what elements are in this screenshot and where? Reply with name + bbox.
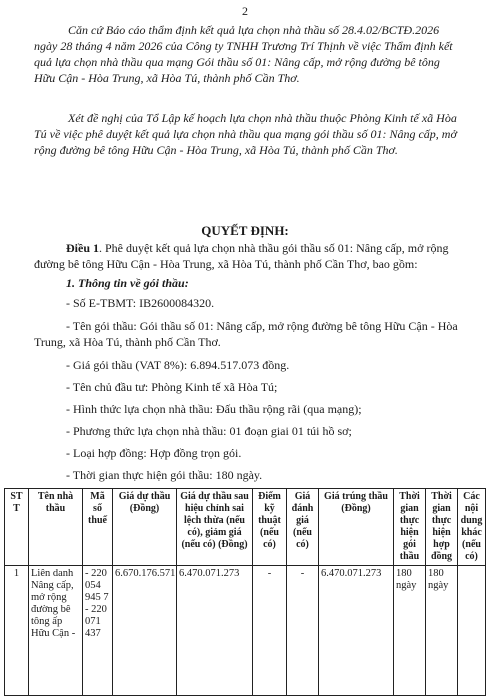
cell-noi-dung-khac [458,566,486,696]
table-header-row [5,489,486,566]
header-gia-trung-thau: Giá trúng thầu (Đồng) [319,489,394,566]
header-ten-nha-thau: Tên nhà thầu [29,489,83,566]
cell-diem-ky-thuat: - [253,566,287,696]
article-1 [34,240,462,272]
article-1-text: . Phê duyệt kết quả lựa chọn nhà thầu gói thầu số 01: Nâng cấp, mở rộng đường bê tông Hữu Cận - Hòa Trung, xã Hòa Tú, thành phố Cần Thơ, bao gồm: [34,241,449,271]
cell-ten-nha-thau: Liên danh Nâng cấp, mở rộng đường bê tông ấp Hữu Cận - [29,566,83,696]
section-1-item: - Số E-TBMT: IB2600084320. [66,296,215,310]
header-stt: ST T [5,489,29,566]
can-cu-paragraph: Căn cứ Báo cáo thẩm định kết quả lựa chọn nhà thầu số 28.4.02/BCTĐ.2026 ngày 28 tháng 4 năm 2026 của Công ty TNHH Trương Trí Thịnh về việc Thẩm định kết quả lựa chọn nhà thầu qua mạng Gói thầu số 01: Nâng cấp, mở rộng đường bê tông Hữu Cận - Hòa Trung, xã Hòa Tú, thành phố Cần Thơ. [34,23,453,85]
header-gia-du-thau: Giá dự thầu (Đồng) [113,489,177,566]
section-1-item: - Tên chủ đầu tư: Phòng Kinh tế xã Hòa Tú; [66,380,278,394]
section-1-item: - Hình thức lựa chọn nhà thầu: Đấu thầu rộng rãi (qua mạng); [66,402,362,416]
decision-title: QUYẾT ĐỊNH: [201,223,289,238]
section-1-item: - Loại hợp đồng: Hợp đồng trọn gói. [66,446,242,460]
header-ma-so-thue: Mã số thuế [83,489,113,566]
article-1-label: Điều 1 [66,241,99,255]
cell-ma-so-thue: - 220 054 945 7 - 220 071 437 [83,566,113,696]
section-1-item: - Phương thức lựa chọn nhà thầu: 01 đoạn giai 01 túi hồ sơ; [66,424,352,438]
winning-contractor-table [4,488,486,696]
xet-de-nghi-paragraph: Xét đề nghị của Tổ Lập kế hoạch lựa chọn nhà thầu thuộc Phòng Kinh tế xã Hòa Tú về việc phê duyệt kết quả lựa chọn nhà thầu qua mạng gói thầu số 01: Nâng cấp, mở rộng đường bê tông Hữu Cận - Hòa Trung, xã Hòa Tú, thành phố Cần Thơ. [34,111,457,157]
cell-gia-danh-gia: - [287,566,319,696]
section-1-heading: 1. Thông tin về gói thầu: [66,276,189,290]
table-row [5,566,486,696]
header-gia-hieu-chinh: Giá dự thầu sau hiệu chỉnh sai lệch thừa (nếu có), giảm giá (nếu có) (Đồng) [177,489,253,566]
header-tg-goi-thau: Thời gian thực hiện gói thầu [394,489,426,566]
section-1-item: - Thời gian thực hiện gói thầu: 180 ngày. [66,468,263,482]
cell-stt: 1 [5,566,29,696]
header-diem-ky-thuat: Điểm kỹ thuật (nếu có) [253,489,287,566]
section-1-item: - Tên gói thầu: Gói thầu số 01: Nâng cấp, mở rộng đường bê tông Hữu Cận - Hòa Trung, xã Hòa Tú, thành phố Cần Thơ. [34,319,458,349]
header-gia-danh-gia: Giá đánh giá (nếu có) [287,489,319,566]
page-number: 2 [242,4,248,18]
cell-tg-goi-thau: 180 ngày [394,566,426,696]
cell-gia-hieu-chinh: 6.470.071.273 [177,566,253,696]
cell-gia-trung-thau: 6.470.071.273 [319,566,394,696]
cell-gia-du-thau: 6.670.176.571 [113,566,177,696]
section-1-item: - Giá gói thầu (VAT 8%): 6.894.517.073 đồng. [66,358,290,372]
header-tg-hop-dong: Thời gian thực hiện hợp đồng [426,489,458,566]
header-noi-dung-khac: Các nội dung khác (nếu có) [458,489,486,566]
cell-tg-hop-dong: 180 ngày [426,566,458,696]
